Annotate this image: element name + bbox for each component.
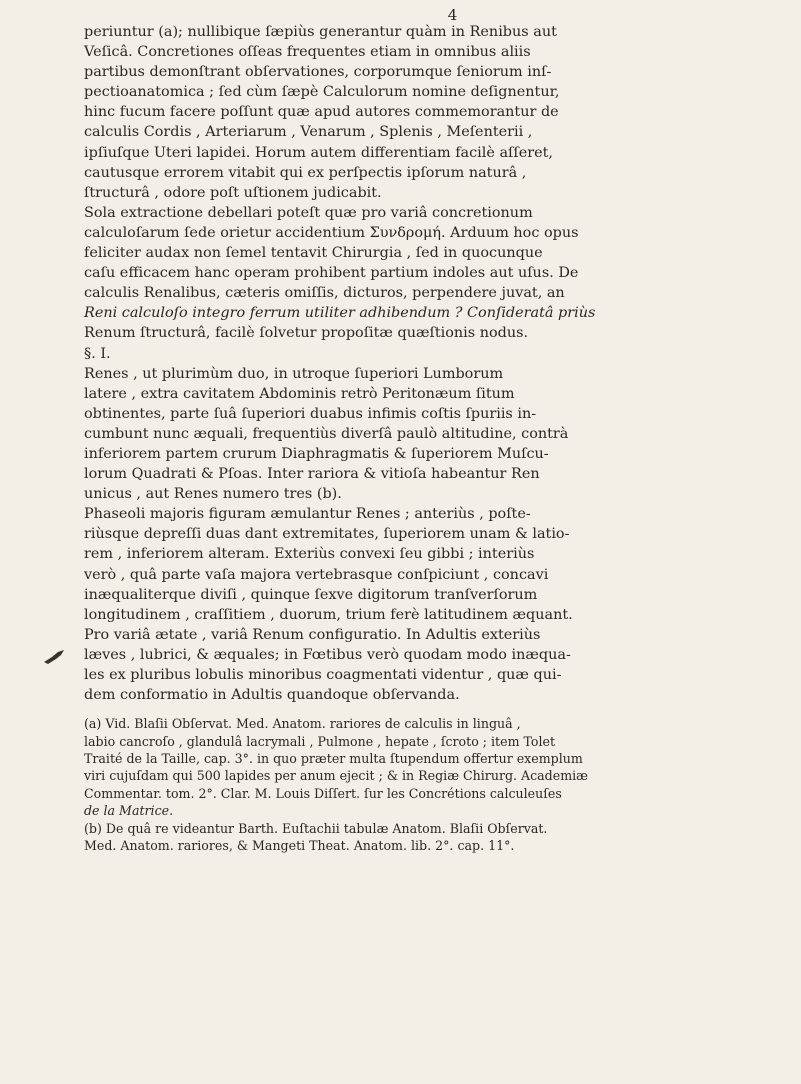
- text-line: læves , lubrici, & æquales; in Fœtibus verò quodam modo inæqua-: [84, 646, 571, 663]
- paragraph-1: [84, 22, 761, 203]
- text-line: lorum Quadrati & Pſoas. Inter rariora & vitioſa habeantur Ren: [84, 466, 540, 483]
- text-line: ſtructurâ , odore poſt uſtionem judicabit.: [84, 184, 382, 201]
- text-line: Phaseoli majoris figuram æmulantur Renes ; anteriùs , poſte-: [84, 506, 531, 523]
- text-line: riùsque depreſſi duas dant extremitates, ſuperiorem unam & latio-: [84, 526, 570, 543]
- note-line: labio cancroſo , glandulâ lacrymali , Pulmone , hepate , ſcroto ; item Tolet: [84, 733, 556, 749]
- main-text: [84, 22, 761, 705]
- paragraph-2: [84, 203, 761, 344]
- note-line: Commentar. tom. 2°. Clar. M. Louis Diſſert. ſur les Concrétions calculeuſes: [84, 785, 562, 801]
- footnote-b: [84, 820, 761, 855]
- text-line: obtinentes, parte ſuâ ſuperiori duabus infimis coſtis ſpuriis in-: [84, 405, 537, 422]
- paragraph-4: [84, 504, 761, 705]
- note-line: viri cujuſdam qui 500 lapides per anum ejecit ; & in Regiæ Chirurg. Academiæ: [84, 768, 589, 784]
- note-line: Med. Anatom. rariores, & Mangeti Theat. Anatom. lib. 2°. cap. 11°.: [84, 838, 515, 854]
- note-line: de la Matrice.: [84, 803, 174, 819]
- text-line: longitudinem , craſſitiem , duorum, trium ferè latitudinem æquant.: [84, 606, 573, 623]
- text-line: verò , quâ parte vaſa majora vertebrasque conſpiciunt , concavi: [84, 566, 549, 583]
- text-line: partibus demonſtrant obſervationes, corporumque ſeniorum inſ-: [84, 64, 552, 81]
- note-line: Traité de la Taille, cap. 3°. in quo præter multa ſtupendum offertur exemplum: [84, 751, 583, 766]
- text-line: ipſiuſque Uteri lapidei. Horum autem differentiam facilè aſſeret,: [84, 144, 553, 161]
- page-number: 4: [447, 6, 458, 24]
- text-line: Sola extractione debellari poteſt quæ pro variâ concretionum: [84, 204, 533, 221]
- text-line: latere , extra cavitatem Abdominis retrò Peritonæum ſitum: [84, 385, 515, 402]
- text-line: les ex pluribus lobulis minoribus coagmentati videntur , quæ qui-: [84, 667, 562, 683]
- text-line: feliciter audax non ſemel tentavit Chirurgia , ſed in quocunque: [84, 245, 543, 262]
- text-line: inæqualiterque diviſi , quinque ſexve digitorum tranſverſorum: [84, 586, 538, 603]
- text-line: unicus , aut Renes numero tres (b).: [84, 486, 342, 503]
- text-line: Renes , ut plurimùm duo, in utroque ſuperiori Lumborum: [84, 365, 504, 382]
- footnotes: [84, 715, 761, 854]
- text-line: caſu efficacem hanc operam prohibent partium indoles aut uſus. De: [84, 265, 579, 282]
- text-line: inferiorem partem crurum Diaphragmatis & ſuperiorem Muſcu-: [84, 445, 549, 462]
- text-line: Veſicâ. Concretiones oſſeas frequentes etiam in omnibus aliis: [84, 44, 531, 61]
- text-line: periuntur (a); nullibique ſæpiùs generantur quàm in Renibus aut: [84, 24, 557, 40]
- text-line: cumbunt nunc æquali, frequentiùs diverſâ paulò altitudine, contrà: [84, 425, 569, 442]
- text-line: calculis Renalibus, cæteris omiſſis, dicturos, perpendere juvat, an: [84, 285, 565, 302]
- text-line: cautusque errorem vitabit qui ex perſpectis ipſorum naturâ ,: [84, 164, 527, 181]
- text-line: Renum ſtructurâ, facilè ſolvetur propoſitæ quæſtionis nodus.: [84, 325, 529, 342]
- note-line: (b) De quâ re videantur Barth. Euſtachii tabulæ Anatom. Blaſii Obſervat.: [84, 820, 548, 836]
- text-line: Pro variâ ætate , variâ Renum configuratio. In Adultis exteriùs: [84, 626, 541, 643]
- text-line: dem conformatio in Adultis quandoque obſervanda.: [84, 687, 460, 704]
- text-line: calculoſarum ſede orietur accidentium Συνδρομή. Arduum hoc opus: [84, 224, 579, 241]
- text-line: hinc fucum facere poſſunt quæ apud autores commemorantur de: [84, 104, 559, 121]
- ink-blot-icon: [42, 648, 70, 666]
- note-line: (a) Vid. Blaſii Obſervat. Med. Anatom. rariores de calculis in linguâ ,: [84, 716, 521, 732]
- text-line: pectioanatomica ; ſed cùm ſæpè Calculorum nomine deſignentur,: [84, 84, 560, 101]
- paragraph-3: [84, 364, 761, 505]
- section-mark: §. I.: [84, 345, 111, 362]
- text-line: Reni calculoſo integro ferrum utiliter adhibendum ? Conſideratâ priùs: [84, 305, 596, 322]
- footnote-a: [84, 715, 761, 819]
- text-line: rem , inferiorem alteram. Exteriùs convexi ſeu gibbi ; interiùs: [84, 546, 535, 563]
- text-line: calculis Cordis , Arteriarum , Venarum , Splenis , Meſenterii ,: [84, 124, 533, 141]
